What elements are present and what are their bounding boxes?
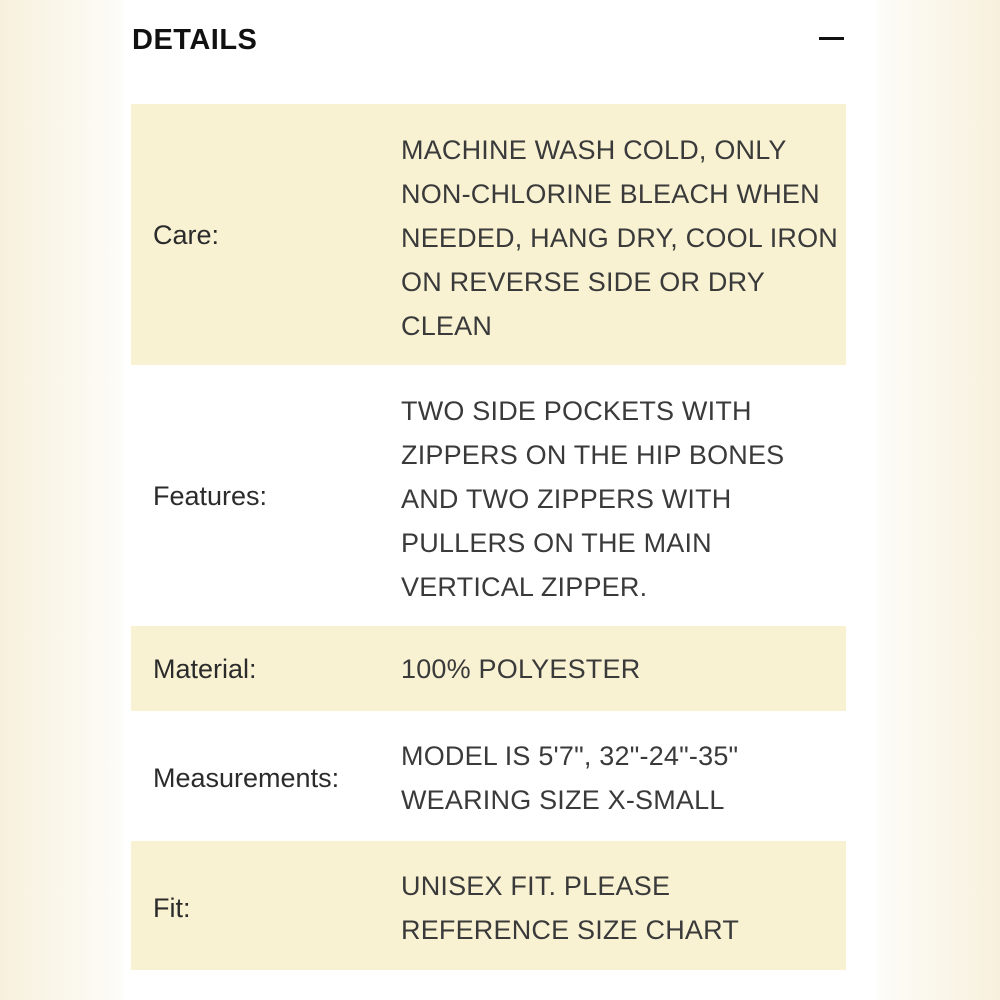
details-row-material — [131, 626, 846, 711]
row-value: UNISEX FIT. PLEASE REFERENCE SIZE CHART — [401, 871, 740, 945]
row-value: 100% POLYESTER — [401, 654, 641, 684]
row-value: MODEL IS 5'7", 32"-24"-35" WEARING SIZE X-SMALL — [401, 741, 739, 815]
row-label: Material: — [153, 654, 257, 684]
details-row-measurements — [131, 711, 846, 841]
row-label: Features: — [153, 481, 268, 511]
minus-icon — [819, 37, 844, 40]
section-title: DETAILS — [132, 24, 258, 56]
details-panel — [122, 0, 878, 1000]
details-row-care — [131, 104, 846, 365]
row-label: Care: — [153, 220, 220, 250]
details-row-features — [131, 365, 846, 626]
collapse-button[interactable] — [812, 24, 848, 54]
row-value: MACHINE WASH COLD, ONLY NON-CHLORINE BLEACH WHEN NEEDED, HANG DRY, COOL IRON ON REVERSE SIDE OR DRY CLEAN — [401, 135, 838, 341]
row-value: TWO SIDE POCKETS WITH ZIPPERS ON THE HIP BONES AND TWO ZIPPERS WITH PULLERS ON THE MAIN VERTICAL ZIPPER. — [401, 396, 785, 602]
details-header[interactable] — [122, 0, 878, 86]
row-label: Measurements: — [153, 763, 340, 793]
details-row-fit — [131, 841, 846, 970]
row-label: Fit: — [153, 893, 191, 923]
